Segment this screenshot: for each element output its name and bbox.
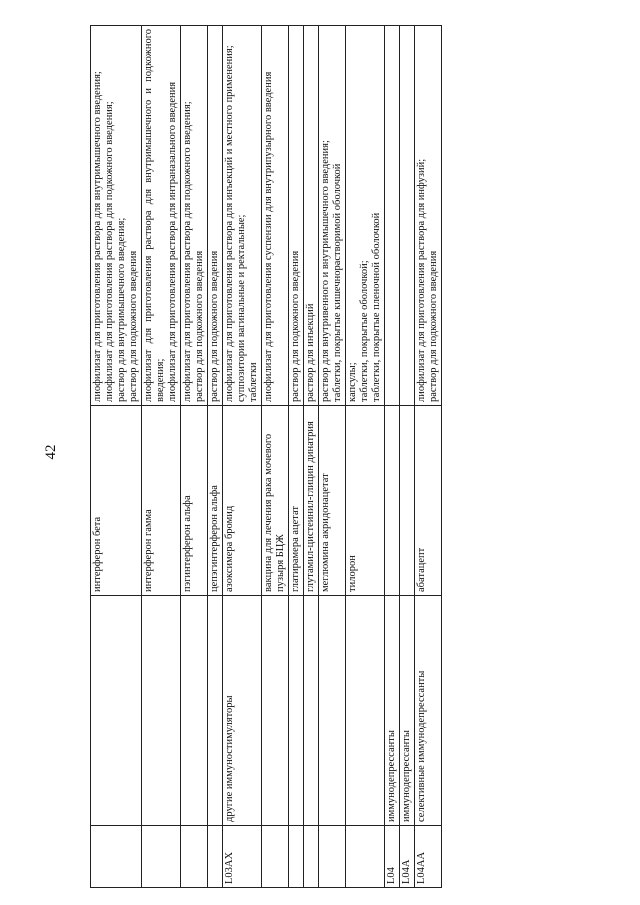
drug-name-cell: вакцина для лечения рака мочевого пузыря БЦЖ — [262, 406, 289, 596]
table-row — [346, 26, 385, 888]
table-row — [289, 26, 304, 888]
dosage-form-line: раствор для подкожного введения — [128, 250, 139, 402]
group-name-cell: другие иммуностимуляторы — [223, 596, 262, 826]
group-name-cell — [262, 596, 289, 826]
table-row — [304, 26, 319, 888]
table-row — [385, 26, 400, 888]
dosage-form-line: лиофилизат для приготовления раствора для инфузий; — [416, 158, 427, 402]
dosage-form-line: раствор для подкожного введения — [194, 250, 205, 402]
dosage-form-line: раствор для внутривенного и внутримышечного введения; — [320, 140, 331, 402]
drug-name-cell: цепэгинтерферон альфа — [208, 406, 223, 596]
group-name-cell: иммунодепрессанты — [385, 596, 400, 826]
dosage-forms-cell — [319, 26, 346, 406]
drug-name-cell: интерферон бета — [91, 406, 142, 596]
group-name-cell — [319, 596, 346, 826]
dosage-forms-cell — [289, 26, 304, 406]
dosage-forms-cell — [415, 26, 442, 406]
atc-code-cell — [262, 826, 289, 888]
group-name-cell — [181, 596, 208, 826]
atc-code-cell — [91, 826, 142, 888]
atc-code-cell — [304, 826, 319, 888]
dosage-form-line: таблетки — [248, 362, 259, 402]
drug-table — [90, 25, 442, 888]
drug-name-cell: пэгинтерферон альфа — [181, 406, 208, 596]
dosage-forms-cell — [181, 26, 208, 406]
dosage-forms-cell — [346, 26, 385, 406]
drug-name-cell: глатирамера ацетат — [289, 406, 304, 596]
table-row — [262, 26, 289, 888]
atc-code-cell: L04 — [385, 826, 400, 888]
dosage-form-line: лиофилизат для приготовления раствора для инъекций и местного применения; — [224, 45, 235, 402]
drug-name-cell: абатацепт — [415, 406, 442, 596]
atc-code-cell — [142, 826, 181, 888]
dosage-forms-cell — [385, 26, 400, 406]
dosage-form-line: раствор для подкожного введения — [290, 250, 301, 402]
table-row — [181, 26, 208, 888]
dosage-form-line: таблетки, покрытые пленочной оболочкой — [371, 212, 382, 402]
dosage-form-line: капсулы; — [347, 362, 358, 402]
dosage-forms-cell — [142, 26, 181, 406]
group-name-cell — [208, 596, 223, 826]
atc-code-cell: L03AX — [223, 826, 262, 888]
group-name-cell: селективные иммунодепрессанты — [415, 596, 442, 826]
dosage-form-line: лиофилизат для приготовления раствора для подкожного введения; — [182, 101, 193, 402]
atc-code-cell — [319, 826, 346, 888]
dosage-forms-cell — [262, 26, 289, 406]
dosage-form-line: лиофилизат для приготовления раствора для подкожного введения; — [104, 101, 115, 402]
table-row — [208, 26, 223, 888]
group-name-cell: иммунодепрессанты — [400, 596, 415, 826]
dosage-form-line: раствор для подкожного введения — [209, 250, 220, 402]
drug-name-cell: тилорон — [346, 406, 385, 596]
dosage-form-line: лиофилизат для приготовления раствора для внутримышечного введения; — [92, 71, 103, 402]
group-name-cell — [346, 596, 385, 826]
group-name-cell — [304, 596, 319, 826]
atc-code-cell — [289, 826, 304, 888]
atc-code-cell — [208, 826, 223, 888]
dosage-forms-cell — [223, 26, 262, 406]
atc-code-cell — [181, 826, 208, 888]
group-name-cell — [289, 596, 304, 826]
table-row — [415, 26, 442, 888]
drug-table-body — [91, 26, 442, 888]
dosage-forms-cell — [91, 26, 142, 406]
drug-name-cell: интерферон гамма — [142, 406, 181, 596]
dosage-form-line: суппозитории вагинальные и ректальные; — [236, 214, 247, 402]
dosage-form-line: таблетки, покрытые оболочкой; — [359, 260, 370, 402]
table-row — [91, 26, 142, 888]
drug-name-cell: азоксимера бромид — [223, 406, 262, 596]
table-row — [142, 26, 181, 888]
table-row — [223, 26, 262, 888]
drug-name-cell: глутамил-цистеинил-глицин динатрия — [304, 406, 319, 596]
rotated-table-container — [90, 26, 602, 888]
atc-code-cell — [346, 826, 385, 888]
dosage-forms-cell — [208, 26, 223, 406]
dosage-forms-cell — [400, 26, 415, 406]
group-name-cell — [91, 596, 142, 826]
atc-code-cell: L04A — [400, 826, 415, 888]
dosage-forms-cell — [304, 26, 319, 406]
table-row — [400, 26, 415, 888]
table-row — [319, 26, 346, 888]
dosage-form-line: таблетки, покрытые кишечнорастворимой оболочкой — [332, 163, 343, 402]
dosage-form-line: лиофилизат для приготовления раствора для внутримышечного и подкожного введения; — [143, 29, 166, 402]
dosage-form-line: лиофилизат для приготовления раствора для интраназального введения — [167, 81, 178, 402]
dosage-form-line: раствор для подкожного введения — [428, 250, 439, 402]
dosage-form-line: лиофилизат для приготовления суспензии для внутрипузырного введения — [263, 71, 274, 402]
atc-code-cell: L04AA — [415, 826, 442, 888]
dosage-form-line: раствор для инъекций — [305, 303, 316, 402]
dosage-form-line: раствор для внутримышечного введения; — [116, 217, 127, 402]
page-number: 42 — [43, 444, 59, 460]
group-name-cell — [142, 596, 181, 826]
drug-name-cell: меглюмина акридонацетат — [319, 406, 346, 596]
drug-name-cell — [400, 406, 415, 596]
drug-name-cell — [385, 406, 400, 596]
